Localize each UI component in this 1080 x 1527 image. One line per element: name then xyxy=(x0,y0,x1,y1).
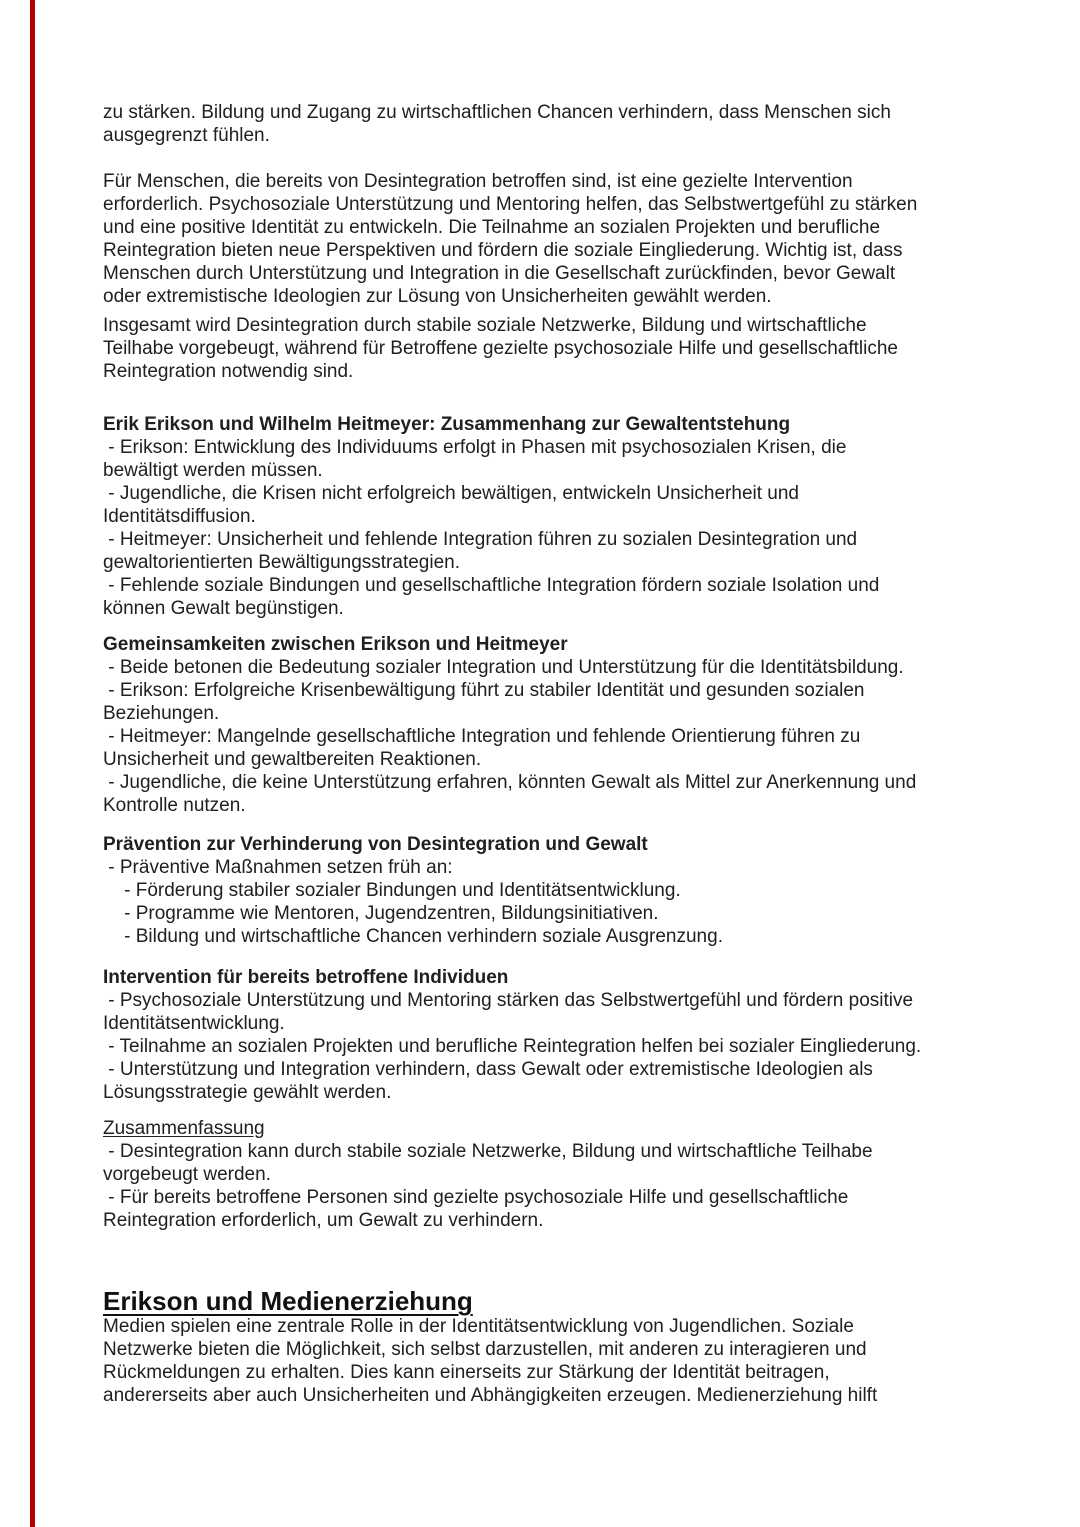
list-item: Reintegration erforderlich, um Gewalt zu verhindern. xyxy=(103,1210,544,1231)
list-item: - Erikson: Erfolgreiche Krisenbewältigung führt zu stabiler Identität und gesunden sozialen xyxy=(103,680,865,701)
section-praevention xyxy=(103,833,1060,948)
text-line: ausgegrenzt fühlen. xyxy=(103,125,270,146)
section-intervention xyxy=(103,966,1060,1104)
section-erikson-heitmeyer xyxy=(103,413,1060,620)
list-item: - Heitmeyer: Unsicherheit und fehlende Integration führen zu sozialen Desintegration und xyxy=(103,529,858,550)
list-item: - Teilnahme an sozialen Projekten und berufliche Reintegration helfen bei sozialer Eingliederung. xyxy=(103,1036,922,1057)
text-line: Medien spielen eine zentrale Rolle in der Identitätsentwicklung von Jugendlichen. Soziale xyxy=(103,1316,854,1337)
list-item: - Fehlende soziale Bindungen und gesellschaftliche Integration fördern soziale Isolation und xyxy=(103,575,880,596)
text-line: Für Menschen, die bereits von Desintegration betroffen sind, ist eine gezielte Intervention xyxy=(103,171,853,192)
list-item: vorgebeugt werden. xyxy=(103,1164,271,1185)
paragraph-intervention-intro xyxy=(103,170,1060,308)
main-heading: Erikson und Medienerziehung xyxy=(103,1286,473,1316)
text-line: und eine positive Identität zu entwickeln. Die Teilnahme an sozialen Projekten und berufliche xyxy=(103,217,881,238)
text-line: andererseits aber auch Unsicherheiten und Abhängigkeiten erzeugen. Medienerziehung hilft xyxy=(103,1385,878,1406)
section-heading-underlined: Zusammenfassung xyxy=(103,1118,265,1139)
list-item: - Psychosoziale Unterstützung und Mentoring stärken das Selbstwertgefühl und fördern positive xyxy=(103,990,914,1011)
section-heading: Erik Erikson und Wilhelm Heitmeyer: Zusammenhang zur Gewaltentstehung xyxy=(103,414,791,435)
list-item: - Jugendliche, die keine Unterstützung erfahren, könnten Gewalt als Mittel zur Anerkennung und xyxy=(103,772,917,793)
paragraph-continuation xyxy=(103,101,1060,147)
list-item: - Förderung stabiler sozialer Bindungen und Identitätsentwicklung. xyxy=(103,880,681,901)
list-item: Lösungsstrategie gewählt werden. xyxy=(103,1082,392,1103)
list-item: - Für bereits betroffene Personen sind gezielte psychosoziale Hilfe und gesellschaftliche xyxy=(103,1187,849,1208)
list-item: - Unterstützung und Integration verhindern, dass Gewalt oder extremistische Ideologien als xyxy=(103,1059,873,1080)
paragraph-summary-intro xyxy=(103,314,1060,383)
list-item: können Gewalt begünstigen. xyxy=(103,598,344,619)
text-line: Insgesamt wird Desintegration durch stabile soziale Netzwerke, Bildung und wirtschaftliche xyxy=(103,315,867,336)
list-item: Unsicherheit und gewaltbereiten Reaktionen. xyxy=(103,749,482,770)
text-line: Reintegration bieten neue Perspektiven und fördern die soziale Eingliederung. Wichtig ist, dass xyxy=(103,240,903,261)
section-heading: Gemeinsamkeiten zwischen Erikson und Heitmeyer xyxy=(103,634,568,655)
list-item: - Desintegration kann durch stabile soziale Netzwerke, Bildung und wirtschaftliche Teilhabe xyxy=(103,1141,873,1162)
list-item: - Jugendliche, die Krisen nicht erfolgreich bewältigen, entwickeln Unsicherheit und xyxy=(103,483,799,504)
text-line: zu stärken. Bildung und Zugang zu wirtschaftlichen Chancen verhindern, dass Menschen sich xyxy=(103,102,891,123)
page-content xyxy=(103,0,1060,1407)
text-line: Menschen durch Unterstützung und Integration in die Gesellschaft zurückfinden, bevor Gewalt xyxy=(103,263,896,284)
section-heading: Intervention für bereits betroffene Individuen xyxy=(103,967,509,988)
text-line: Netzwerke bieten die Möglichkeit, sich selbst darzustellen, mit anderen zu interagieren und xyxy=(103,1339,867,1360)
list-item: gewaltorientierten Bewältigungsstrategien. xyxy=(103,552,460,573)
section-medienerziehung xyxy=(103,1287,1060,1407)
left-margin-line xyxy=(30,0,35,1527)
list-item: Kontrolle nutzen. xyxy=(103,795,246,816)
list-item: - Beide betonen die Bedeutung sozialer Integration und Unterstützung für die Identitätsbildung. xyxy=(103,657,904,678)
list-item: Identitätsentwicklung. xyxy=(103,1013,285,1034)
list-item: - Präventive Maßnahmen setzen früh an: xyxy=(103,857,453,878)
list-item: Identitätsdiffusion. xyxy=(103,506,256,527)
list-item: - Programme wie Mentoren, Jugendzentren, Bildungsinitiativen. xyxy=(103,903,659,924)
text-line: oder extremistische Ideologien zur Lösung von Unsicherheiten gewählt werden. xyxy=(103,286,772,307)
text-line: erforderlich. Psychosoziale Unterstützung und Mentoring helfen, das Selbstwertgefühl zu stärken xyxy=(103,194,918,215)
list-item: bewältigt werden müssen. xyxy=(103,460,323,481)
text-line: Teilhabe vorgebeugt, während für Betroffene gezielte psychosoziale Hilfe und gesellschaftliche xyxy=(103,338,898,359)
list-item: - Erikson: Entwicklung des Individuums erfolgt in Phasen mit psychosozialen Krisen, die xyxy=(103,437,847,458)
list-item: - Heitmeyer: Mangelnde gesellschaftliche Integration und fehlende Orientierung führen zu xyxy=(103,726,861,747)
section-heading: Prävention zur Verhinderung von Desintegration und Gewalt xyxy=(103,834,648,855)
section-gemeinsamkeiten xyxy=(103,633,1060,817)
text-line: Rückmeldungen zu erhalten. Dies kann einerseits zur Stärkung der Identität beitragen, xyxy=(103,1362,830,1383)
list-item: Beziehungen. xyxy=(103,703,220,724)
list-item: - Bildung und wirtschaftliche Chancen verhindern soziale Ausgrenzung. xyxy=(103,926,723,947)
text-line: Reintegration notwendig sind. xyxy=(103,361,354,382)
section-zusammenfassung xyxy=(103,1117,1060,1232)
